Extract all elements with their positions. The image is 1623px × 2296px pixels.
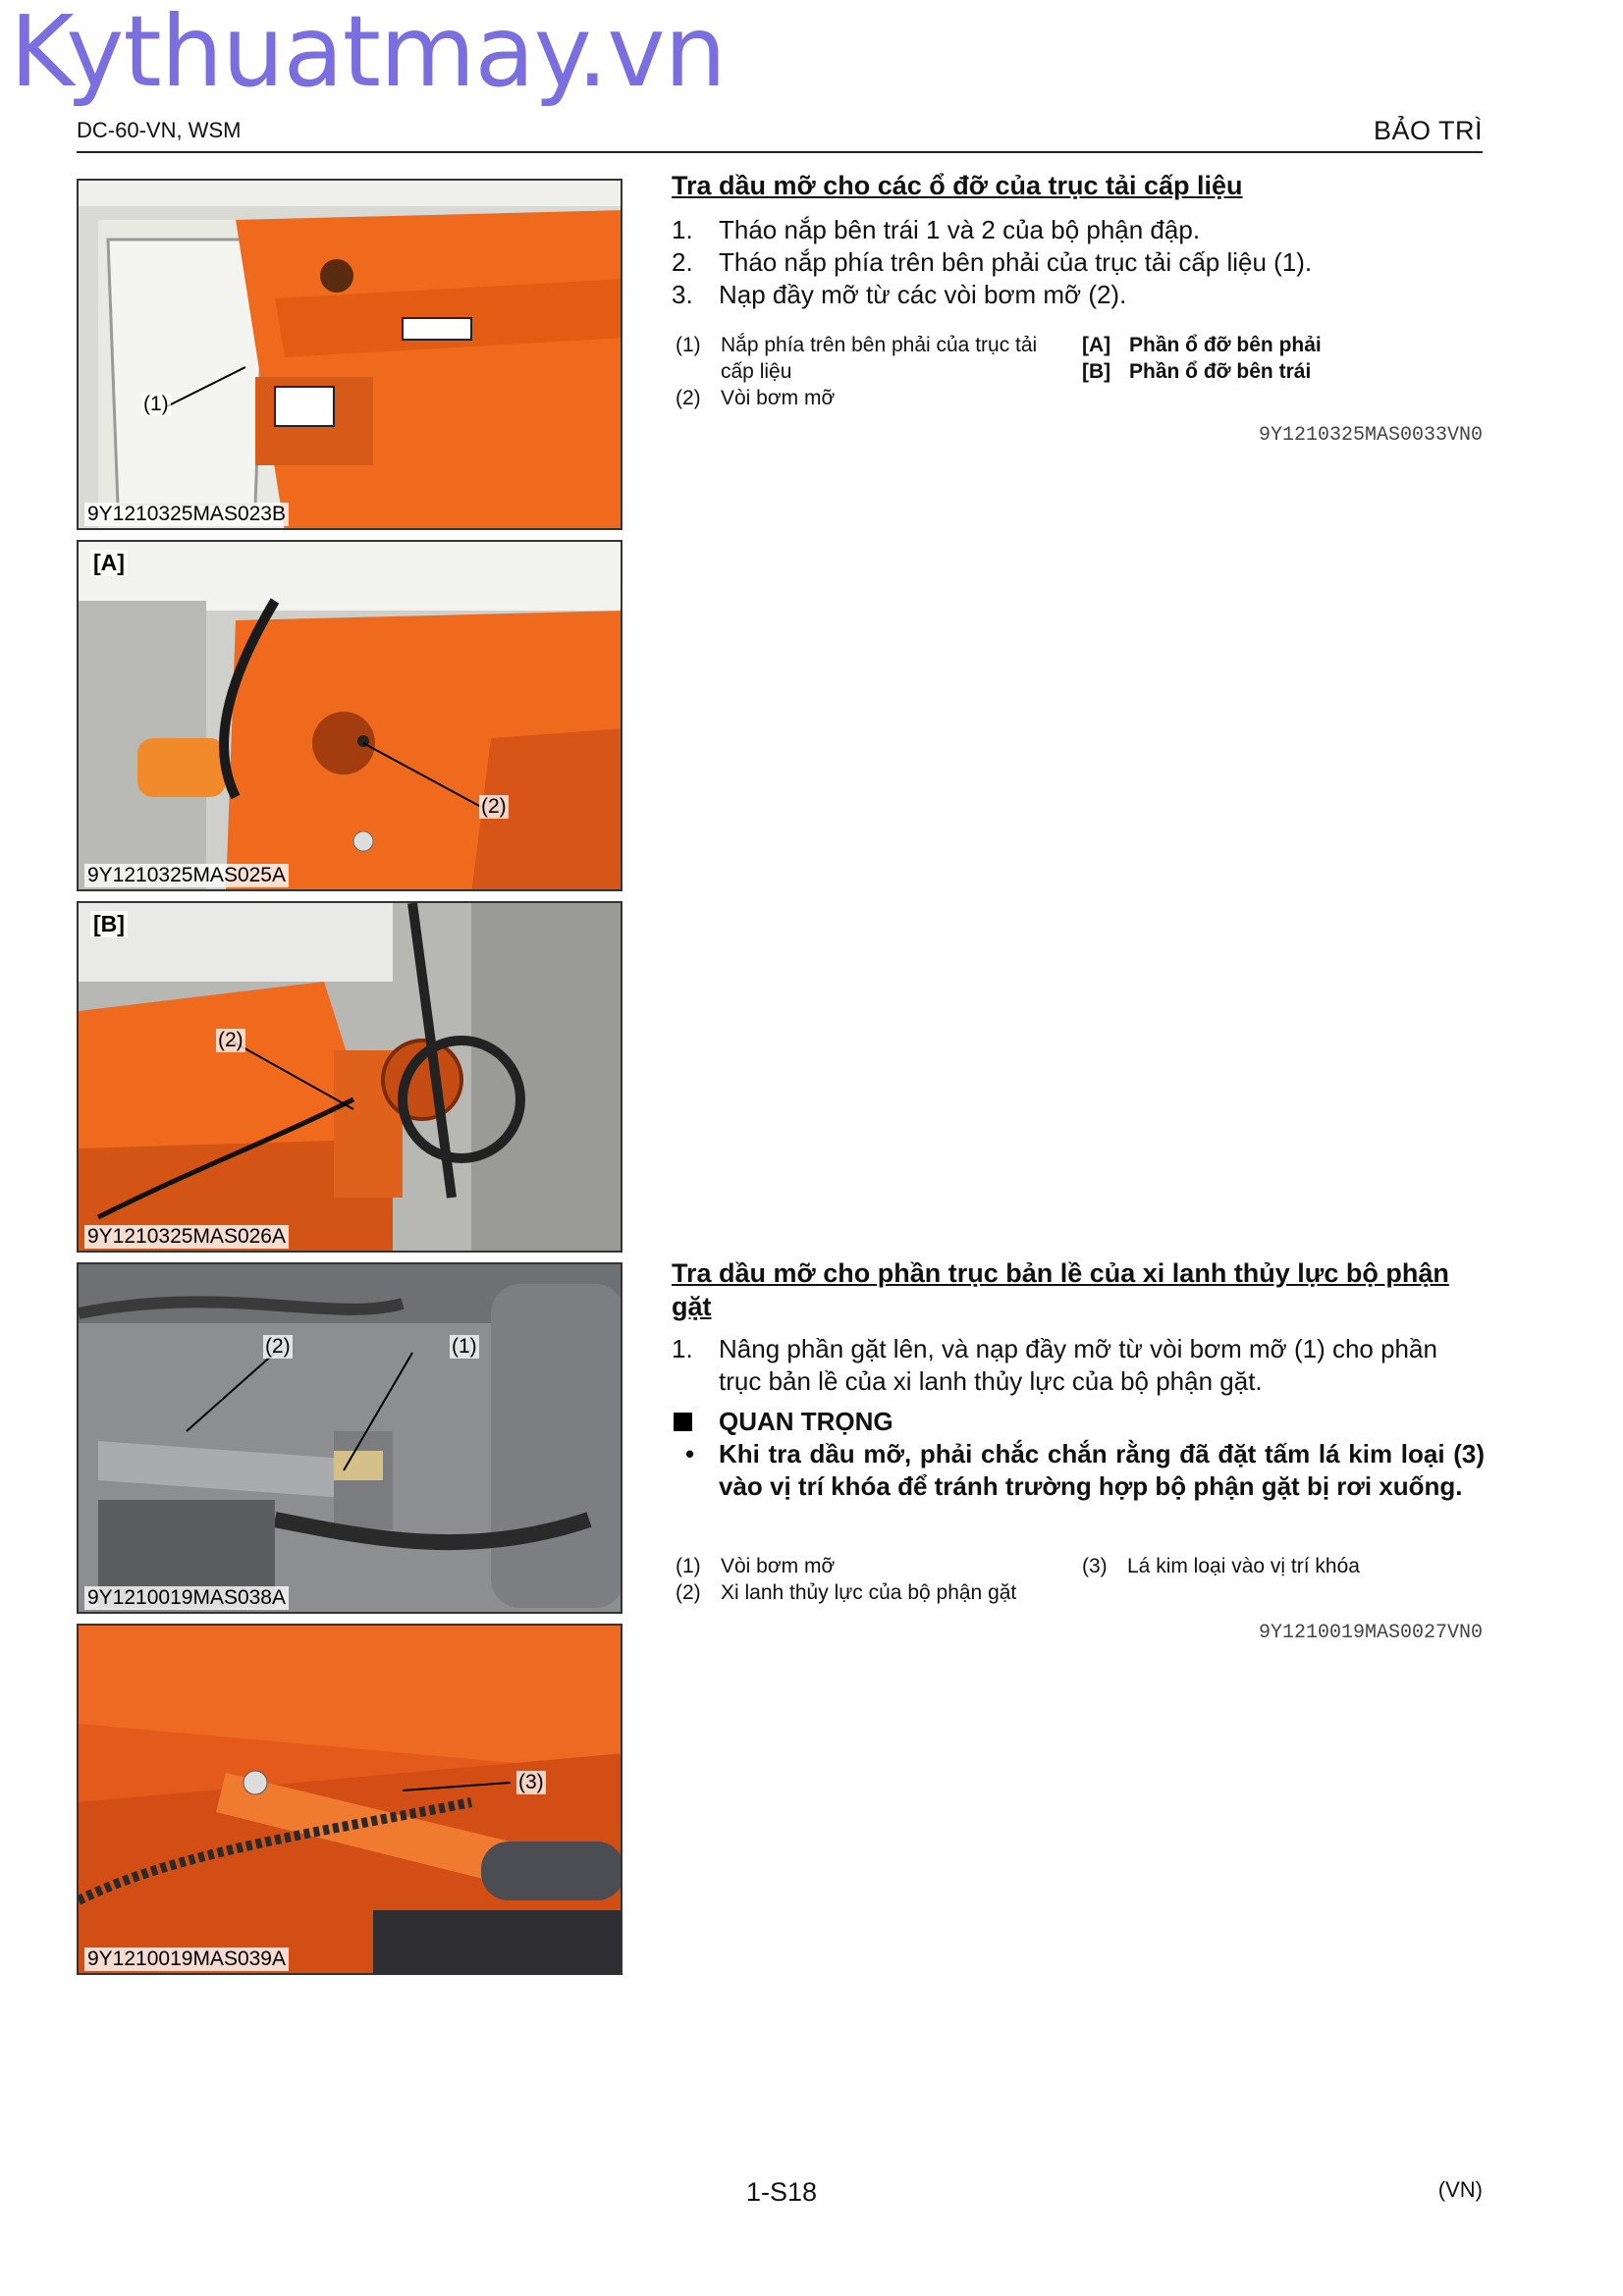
photo-caption: 9Y1210019MAS038A (84, 1586, 289, 1610)
photo-caption: 9Y1210325MAS025A (84, 864, 289, 887)
callout-label-1: (1) (452, 1335, 477, 1358)
square-bullet-icon (674, 1413, 692, 1431)
legend-feeder-views (1082, 332, 1475, 385)
header-divider (77, 151, 1483, 153)
section-title-cylinder-pin: Tra dầu mỡ cho phần trục bản lề của xi lanh thủy lực bộ phận gặt (672, 1258, 1449, 1321)
legend-item: (1) Nắp phía trên bên phải của trục tải cấp liệu (676, 334, 1038, 383)
photo-lock-plate (77, 1624, 622, 1975)
steps-list-cylinder (672, 1333, 1485, 1398)
header-doc-code: DC-60-VN, WSM (77, 118, 242, 142)
language-tag: (VN) (1437, 2177, 1483, 2202)
step-item: 1. Nâng phần gặt lên, và nạp đầy mỡ từ vòi bơm mỡ (1) cho phần trục bản lề của xi lanh thủy lực của bộ phận gặt. (672, 1334, 1437, 1396)
reference-code: 9Y1210325MAS0033VN0 (1258, 424, 1483, 447)
legend-item: (1) Vòi bơm mỡ (676, 1555, 836, 1577)
important-notice (672, 1406, 1485, 1503)
photo-left-bearing (77, 901, 622, 1253)
legend-item: (2) Xi lanh thủy lực của bộ phận gặt (676, 1581, 1017, 1604)
step-item: 3. Nạp đầy mỡ từ các vòi bơm mỡ (2). (672, 280, 1127, 309)
header-section-title: BẢO TRÌ (1373, 116, 1483, 145)
important-bullet: • Khi tra dầu mỡ, phải chắc chắn rằng đã đặt tấm lá kim loại (3) vào vị trí khóa để tránh trường hợp bộ phận gặt bị rơi xuống. (685, 1439, 1485, 1501)
legend-item: (2) Vòi bơm mỡ (676, 387, 836, 409)
photo-right-bearing (77, 540, 622, 891)
photo-cylinder-pin-illustration (79, 1264, 622, 1614)
photo-cylinder-pin (77, 1262, 622, 1614)
section-title-feeder-bearings: Tra dầu mỡ cho các ổ đỡ của trục tải cấp liệu (672, 171, 1243, 200)
legend-cylinder-left (676, 1553, 1068, 1606)
photo-feeder-cover-illustration (79, 181, 622, 530)
bullet-dot-icon: • (685, 1439, 695, 1468)
legend-item: [A] Phần ổ đỡ bên phải (1082, 334, 1322, 356)
photo-caption: 9Y1210325MAS023B (84, 503, 289, 526)
callout-label-1: (1) (143, 393, 169, 415)
legend-cylinder-right (1082, 1553, 1475, 1579)
photo-caption: 9Y1210019MAS039A (84, 1948, 289, 1971)
callout-label-3: (3) (518, 1771, 544, 1793)
photo-feeder-cover (77, 179, 622, 530)
photo-left-bearing-illustration (79, 903, 622, 1253)
photo-right-bearing-illustration (79, 542, 622, 891)
step-item: 1. Tháo nắp bên trái 1 và 2 của bộ phận đập. (672, 215, 1201, 244)
legend-item: [B] Phần ổ đỡ bên trái (1082, 360, 1312, 383)
step-item: 2. Tháo nắp phía trên bên phải của trục tải cấp liệu (1). (672, 247, 1313, 277)
photo-caption: 9Y1210325MAS026A (84, 1225, 289, 1249)
important-heading: QUAN TRỌNG (672, 1406, 1485, 1438)
reference-code: 9Y1210019MAS0027VN0 (1258, 1622, 1483, 1644)
steps-list-feeder (672, 214, 1485, 311)
callout-label-2: (2) (481, 795, 507, 818)
view-tag-right: [A] (90, 550, 128, 576)
legend-item: (3) Lá kim loại vào vị trí khóa (1082, 1555, 1360, 1577)
callout-label-2: (2) (265, 1335, 291, 1358)
legend-feeder-numbers (676, 332, 1068, 411)
callout-label-2: (2) (218, 1029, 243, 1051)
watermark: Kythuatmay.vn (10, 0, 726, 109)
photo-lock-plate-illustration (79, 1626, 622, 1975)
page-number: 1-S18 (746, 2177, 818, 2207)
view-tag-left: [B] (90, 911, 128, 937)
